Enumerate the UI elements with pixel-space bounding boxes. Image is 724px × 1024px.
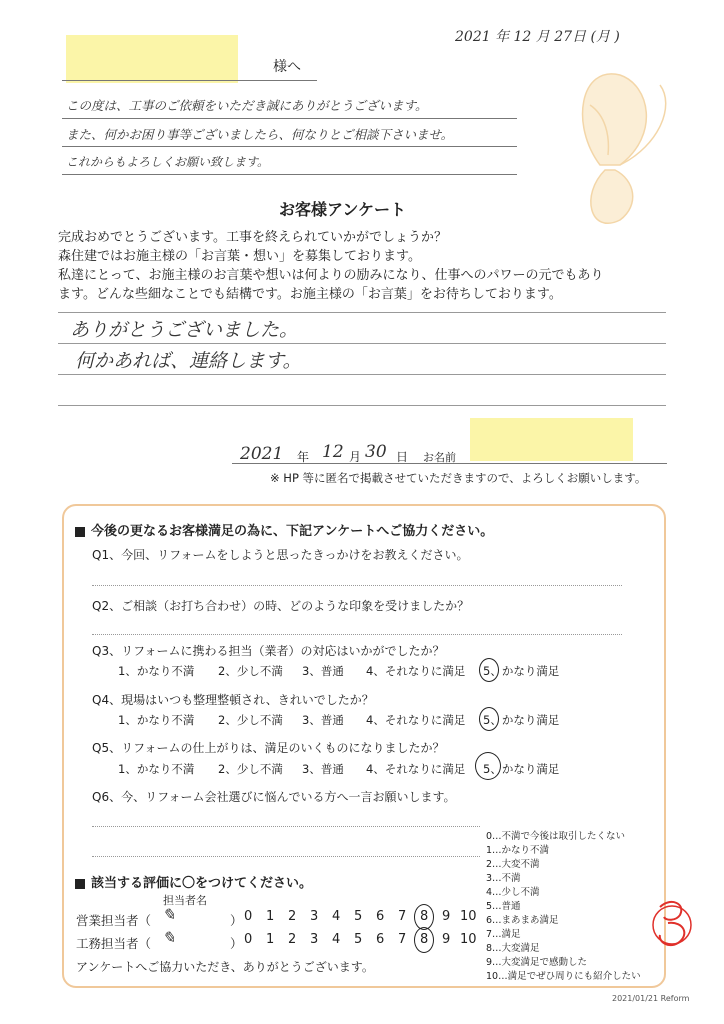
score-10[interactable]: 10: [460, 909, 477, 924]
q4-option-5[interactable]: 5、かなり満足: [483, 713, 560, 727]
score-8[interactable]: 8: [420, 932, 429, 947]
q4-option-3[interactable]: 3、普通: [302, 713, 344, 727]
score-8[interactable]: 8: [420, 909, 429, 924]
question-1: Q1、今回、リフォームをしようと思ったきっかけをお教えください。: [92, 548, 469, 562]
q4-option-2[interactable]: 2、少し不満: [218, 713, 283, 727]
sign-day: 30: [365, 442, 387, 462]
recipient-underline: [62, 80, 317, 81]
sign-month-unit: 月: [349, 450, 362, 464]
sign-month: 12: [322, 442, 344, 462]
scale-8: 8…大変満足: [486, 943, 540, 954]
scale-10: 10…満足でぜひ周りにも紹介したい: [486, 971, 641, 982]
score-6[interactable]: 6: [376, 909, 385, 924]
thanks-text: アンケートへご協力いただき、ありがとうございます。: [76, 960, 374, 974]
score-3[interactable]: 3: [310, 932, 319, 947]
scale-9: 9…大変満足で感動した: [486, 957, 588, 968]
scale-7: 7…満足: [486, 929, 521, 940]
intro-line-3: 私達にとって、お施主様のお言葉や想いは何よりの励みになり、仕事へのパワーの元でもあり: [58, 268, 604, 283]
score-2[interactable]: 2: [288, 932, 297, 947]
questionnaire-heading: 今後の更なるお客様満足の為に、下記アンケートへご協力ください。: [75, 520, 493, 539]
q3-option-1[interactable]: 1、かなり不満: [118, 664, 195, 678]
q3-selected-circle: [479, 658, 499, 682]
sign-day-unit: 日: [396, 450, 409, 464]
q5-option-2[interactable]: 2、少し不満: [218, 762, 283, 776]
letter-date: 2021 年 12 月 27日 (月 ): [455, 29, 620, 45]
scale-3: 3…不満: [486, 873, 521, 884]
scale-4: 4…少し不満: [486, 887, 540, 898]
comment-line-1: ありがとうございました。: [70, 319, 299, 341]
construction-staff-label: 工務担当者（: [76, 936, 152, 951]
red-check-mark-icon: [650, 895, 694, 951]
score-2[interactable]: 2: [288, 909, 297, 924]
intro-line-2: 森住建ではお施主様の「お言葉・想い」を募集しております。: [58, 249, 421, 264]
construction-staff-close: ）: [230, 936, 243, 951]
recipient-name-redacted: [66, 35, 238, 83]
recipient-suffix: 様へ: [273, 59, 301, 75]
sales-staff-label: 営業担当者（: [76, 913, 152, 928]
anonymity-note: ※ HP 等に匿名で掲載させていただきますので、よろしくお願いします。: [270, 471, 647, 485]
score-9[interactable]: 9: [442, 909, 451, 924]
score-1[interactable]: 1: [266, 909, 275, 924]
name-label: お名前: [423, 451, 456, 464]
score-6[interactable]: 6: [376, 932, 385, 947]
question-5: Q5、リフォームの仕上がりは、満足のいくものになりましたか？: [92, 741, 445, 755]
q3-option-2[interactable]: 2、少し不満: [218, 664, 283, 678]
message-line-1: この度は、工事のご依頼をいただき誠にありがとうございます。: [66, 98, 428, 113]
construction-staff-signature: ✎: [162, 928, 176, 947]
q4-option-4[interactable]: 4、それなりに満足: [366, 713, 466, 727]
question-2: Q2、ご相談（お打ち合わせ）の時、どのような印象を受けましたか？: [92, 599, 470, 613]
score-4[interactable]: 4: [332, 909, 341, 924]
q4-selected-circle: [479, 707, 499, 731]
q3-option-5[interactable]: 5、かなり満足: [483, 664, 560, 678]
footer-code: 2021/01/21 Reform: [612, 994, 690, 1003]
sign-year: 2021: [240, 444, 284, 464]
staff-column-label: 担当者名: [163, 894, 207, 907]
score-0[interactable]: 0: [244, 909, 253, 924]
sales-staff-close: ）: [230, 913, 243, 928]
score-7[interactable]: 7: [398, 932, 407, 947]
scale-6: 6…まあまあ満足: [486, 915, 559, 926]
score-7[interactable]: 7: [398, 909, 407, 924]
question-6: Q6、今、リフォーム会社選びに悩んでいる方へ一言お願いします。: [92, 790, 456, 804]
square-bullet-icon: [75, 527, 85, 537]
q5-option-1[interactable]: 1、かなり不満: [118, 762, 195, 776]
message-line-2: また、何かお困り事等ございましたら、何なりとご相談下さいませ。: [66, 127, 454, 142]
rating-heading: 該当する評価に〇をつけてください。: [75, 872, 312, 891]
scale-1: 1…かなり不満: [486, 845, 550, 856]
score-5[interactable]: 5: [354, 909, 363, 924]
sign-year-unit: 年: [297, 450, 310, 464]
intro-line-1: 完成おめでとうございます。工事を終えられていかがでしょうか？: [58, 230, 447, 245]
comment-line-2: 何かあれば、連絡します。: [75, 350, 302, 372]
q3-option-4[interactable]: 4、それなりに満足: [366, 664, 466, 678]
sales-staff-signature: ✎: [162, 905, 176, 924]
construction-selected-circle: [414, 927, 434, 953]
score-0[interactable]: 0: [244, 932, 253, 947]
q5-option-5[interactable]: 5、かなり満足: [483, 762, 560, 776]
q3-option-3[interactable]: 3、普通: [302, 664, 344, 678]
scale-2: 2…大変不満: [486, 859, 540, 870]
score-10[interactable]: 10: [460, 932, 477, 947]
intro-line-4: ます。どんな些細なことでも結構です。お施主様の「お言葉」をお待ちしております。: [58, 287, 562, 302]
q4-option-1[interactable]: 1、かなり不満: [118, 713, 195, 727]
q5-option-3[interactable]: 3、普通: [302, 762, 344, 776]
customer-name-redacted: [470, 418, 633, 461]
scale-0: 0…不満で今後は取引したくない: [486, 831, 626, 842]
score-9[interactable]: 9: [442, 932, 451, 947]
score-3[interactable]: 3: [310, 909, 319, 924]
score-5[interactable]: 5: [354, 932, 363, 947]
survey-title: お客様アンケート: [279, 200, 407, 219]
score-1[interactable]: 1: [266, 932, 275, 947]
question-4: Q4、現場はいつも整理整頓され、きれいでしたか？: [92, 693, 374, 707]
message-line-3: これからもよろしくお願い致します。: [66, 155, 270, 169]
question-3: Q3、リフォームに携わる担当（業者）の対応はいかがでしたか？: [92, 644, 445, 658]
q5-selected-circle: [475, 752, 501, 780]
score-4[interactable]: 4: [332, 932, 341, 947]
square-bullet-icon: [75, 879, 85, 889]
butterfly-decoration-icon: [560, 45, 680, 245]
q5-option-4[interactable]: 4、それなりに満足: [366, 762, 466, 776]
scale-5: 5…普通: [486, 901, 521, 912]
